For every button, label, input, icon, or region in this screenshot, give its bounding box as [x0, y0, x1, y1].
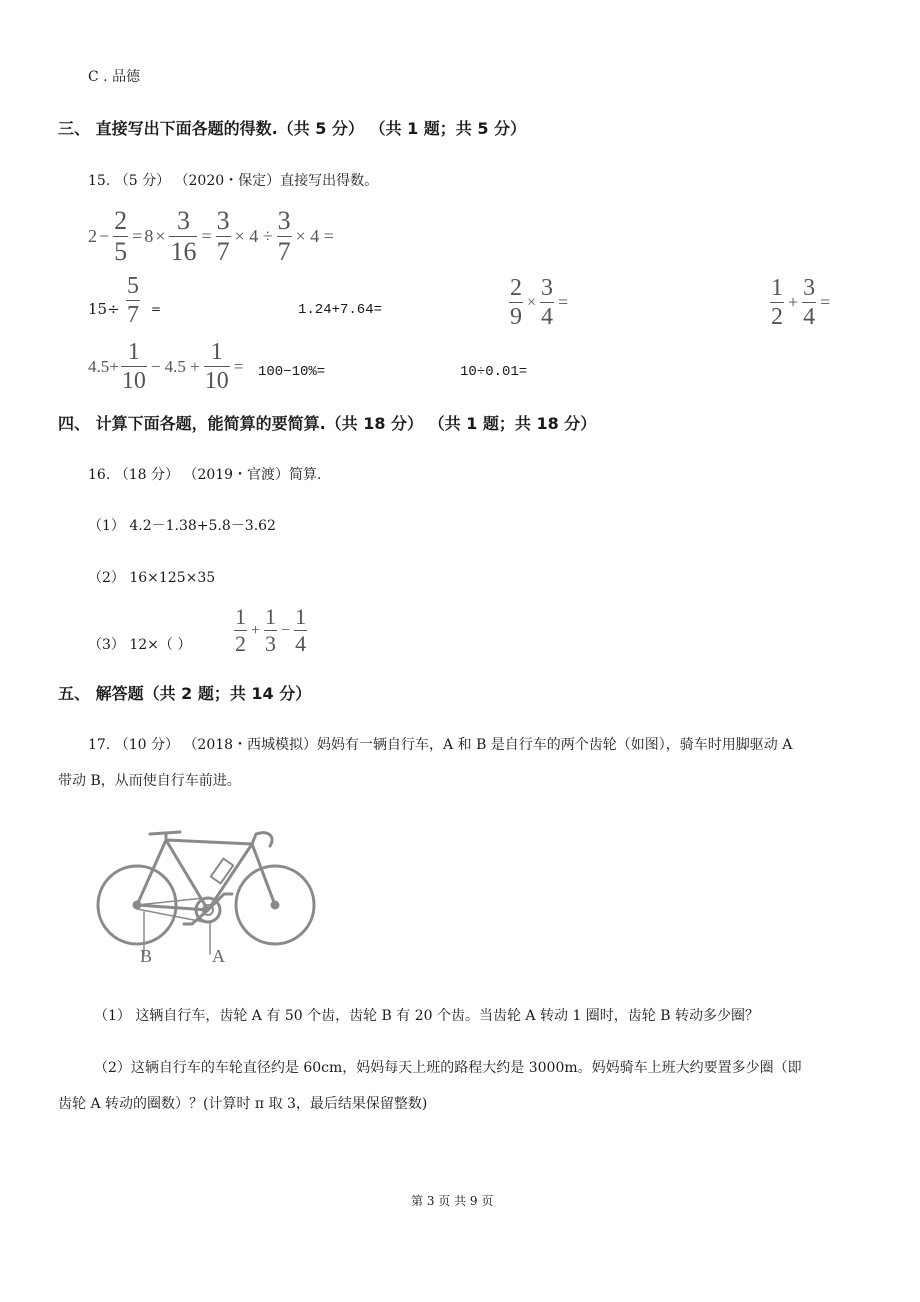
q15-l1-a: 2: [88, 225, 97, 246]
numerator: 1: [295, 604, 307, 629]
q15-l2-part-3: [507, 276, 570, 329]
section-4-heading: 四、 计算下面各题，能简算的要简算.（共 18 分） （共 1 题；共 18 分）: [58, 414, 597, 433]
equals: =: [233, 356, 244, 376]
q15-l1-eq-1: =: [132, 225, 143, 246]
option-c: C . 品德: [88, 69, 141, 85]
denominator: 7: [216, 236, 230, 266]
q15-l1-times: ×: [155, 225, 166, 246]
bicycle-figure: [92, 822, 328, 972]
q15-l1-eq-2: =: [201, 225, 212, 246]
q15-l2-part-2: 1.24+7.64=: [298, 302, 383, 318]
denominator: 4: [295, 631, 307, 656]
numerator: 1: [127, 339, 140, 365]
q15-l3-part-2: 100−10%=: [258, 364, 326, 380]
numerator: 3: [541, 275, 554, 301]
equals: =: [820, 292, 831, 312]
q15-l1-frac-1: [113, 205, 128, 266]
denominator: 10: [121, 368, 146, 394]
q15-l2-part-1-prefix: 15÷: [88, 300, 120, 318]
numerator: 2: [114, 205, 128, 235]
fraction: [540, 276, 554, 329]
numerator: 3: [803, 275, 816, 301]
q15-l3-mid: − 4.5 +: [150, 356, 200, 376]
denominator: 7: [127, 302, 139, 328]
q15-l2-part-1-eq: =: [151, 302, 162, 316]
q15-l1-mid: × 4 ÷: [234, 225, 273, 246]
fraction: [204, 340, 230, 393]
question-15-label: 15. （5 分） （2020・保定）直接写出得数。: [88, 173, 379, 189]
figure-label-b: B: [140, 946, 153, 966]
question-17-line-1: 17. （10 分） （2018・西城模拟）妈妈有一辆自行车，A 和 B 是自行车的两个齿轮（如图），骑车时用脚驱动 A: [88, 737, 793, 753]
question-16-part-2: （2） 16×125×35: [88, 570, 216, 586]
q15-line-1: [88, 205, 336, 266]
q15-l1-tail: × 4 =: [295, 225, 334, 246]
operator: −: [281, 621, 291, 639]
section-5-heading: 五、 解答题（共 2 题；共 14 分）: [58, 684, 312, 703]
numerator: 2: [510, 275, 522, 301]
q15-l1-frac-3: [216, 205, 231, 266]
page-footer: 第 3 页 共 9 页: [411, 1194, 494, 1208]
fraction: [294, 606, 307, 655]
q15-l2-part-1-frac: [124, 274, 142, 327]
numerator: 5: [127, 273, 139, 299]
fraction: [264, 606, 277, 655]
fraction: [770, 276, 784, 329]
fraction: [234, 606, 247, 655]
numerator: 3: [277, 205, 291, 235]
fraction: [126, 274, 140, 327]
numerator: 1: [235, 604, 246, 629]
numerator: 1: [771, 275, 783, 301]
operator: +: [251, 621, 261, 639]
question-16-part-3-expression: [232, 606, 309, 655]
question-16-part-1: （1） 4.2－1.38+5.8－3.62: [88, 518, 276, 534]
q15-l3-part-3: 10÷0.01=: [460, 364, 528, 380]
operator: ×: [527, 293, 537, 311]
fraction: [509, 276, 523, 329]
fraction: [802, 276, 816, 329]
q15-l1-b: 8: [144, 225, 154, 246]
denominator: 5: [114, 236, 128, 266]
denominator: 2: [771, 304, 783, 330]
operator: +: [788, 292, 799, 312]
question-16-part-3-prefix: （3） 12×（ ）: [88, 637, 192, 653]
numerator: 1: [210, 339, 223, 365]
denominator: 2: [235, 631, 246, 656]
numerator: 3: [176, 205, 190, 235]
denominator: 10: [204, 368, 229, 394]
section-3-heading: 三、 直接写出下面各题的得数.（共 5 分） （共 1 题；共 5 分）: [58, 119, 527, 138]
question-17-line-2: 带动 B，从而使自行车前进。: [58, 773, 241, 789]
q15-l1-minus: −: [99, 225, 110, 246]
numerator: 3: [216, 205, 230, 235]
question-16-label: 16. （18 分） （2019・官渡）简算.: [88, 467, 322, 483]
question-17-sub-2-line-1: （2）这辆自行车的车轮直径约是 60cm，妈妈每天上班的路程大约是 3000m。妈妈骑车上班大约要置多少圈（即: [94, 1060, 802, 1076]
equals: =: [558, 292, 569, 312]
denominator: 3: [265, 631, 277, 656]
q15-l2-part-4: [768, 276, 832, 329]
q15-l3-part-1: [88, 340, 245, 393]
q15-l1-frac-4: [277, 205, 292, 266]
denominator: 16: [170, 236, 197, 266]
denominator: 4: [541, 304, 554, 330]
denominator: 9: [510, 304, 522, 330]
numerator: 1: [265, 604, 277, 629]
q15-l3-a: 4.5+: [88, 356, 119, 376]
denominator: 7: [277, 236, 291, 266]
figure-label-a: A: [212, 946, 225, 966]
fraction: [121, 340, 147, 393]
denominator: 4: [803, 304, 816, 330]
q15-l1-frac-2: [169, 205, 197, 266]
question-17-sub-2-line-2: 齿轮 A 转动的圈数）？(计算时 π 取 3，最后结果保留整数): [58, 1096, 428, 1112]
question-17-sub-1: （1） 这辆自行车，齿轮 A 有 50 个齿，齿轮 B 有 20 个齿。当齿轮 A 转动 1 圈时，齿轮 B 转动多少圈？: [94, 1008, 759, 1024]
